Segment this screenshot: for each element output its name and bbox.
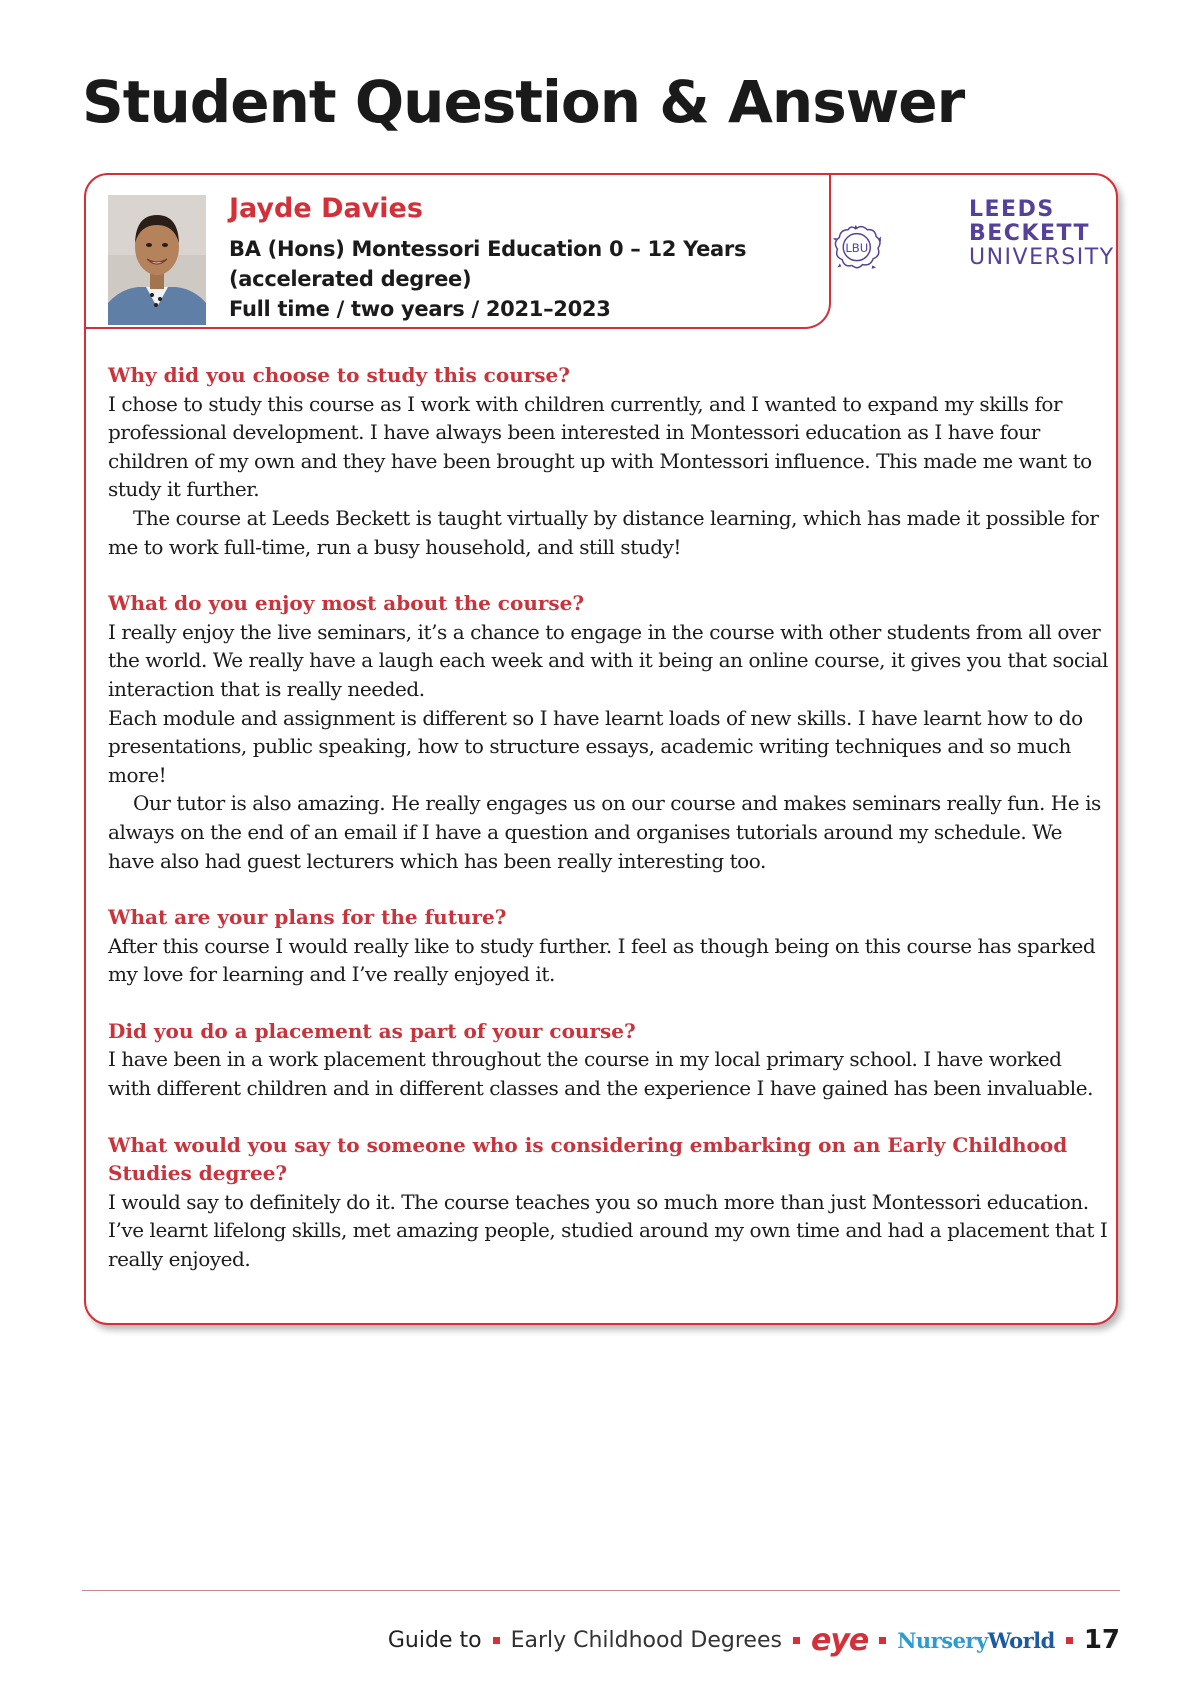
qa-content xyxy=(108,361,1108,1274)
student-name: Jayde Davies xyxy=(229,193,423,224)
nursery-world-logo xyxy=(897,1628,1055,1653)
nursery-world-part2: World xyxy=(987,1627,1055,1653)
footer-separator-icon xyxy=(1066,1637,1073,1644)
student-photo xyxy=(108,195,206,325)
question-1: Why did you choose to study this course? xyxy=(108,363,570,387)
question-3: What are your plans for the future? xyxy=(108,905,507,930)
student-portrait-icon xyxy=(108,195,206,325)
footer-guide-label: Guide to xyxy=(387,1627,482,1653)
logo-text-line3: UNIVERSITY xyxy=(969,245,1115,270)
answer-5-paragraph-1: I would say to definitely do it. The course teaches you so much more than just Montessori education. I’ve learnt lifelong skills, met amazing people, studied around my own time and had a placement that I really enjoyed. xyxy=(108,1189,1108,1272)
question-4: Did you do a placement as part of your course? xyxy=(108,1018,636,1043)
page-footer xyxy=(388,1622,1120,1658)
footer-subject: Early Childhood Degrees xyxy=(510,1627,782,1653)
footer-separator-icon xyxy=(493,1637,500,1644)
page-number: 17 xyxy=(1083,1625,1120,1655)
logo-monogram: LBU xyxy=(845,240,869,255)
logo-text-line2: BECKETT xyxy=(969,221,1091,246)
student-profile xyxy=(84,173,831,329)
footer-separator-icon xyxy=(793,1637,800,1644)
answer-2-paragraph-2: Each module and assignment is different so I have learnt loads of new skills. I have learnt how to do presentations, public speaking, how to structure essays, academic writing techniques and so much more! xyxy=(108,705,1083,787)
answer-1-paragraph-1: I chose to study this course as I work with children currently, and I wanted to expand my skills for professional development. I have always been interested in Montessori education as I have four children of my own and they have been brought up with Montessori influence. This made me want to study it further. xyxy=(108,391,1092,502)
course-degree-type: (accelerated degree) xyxy=(229,267,472,291)
answer-1-paragraph-2: The course at Leeds Beckett is taught virtually by distance learning, which has made it possible for me to work full-time, run a busy household, and still study! xyxy=(108,505,1099,559)
footer-divider xyxy=(82,1590,1120,1591)
leeds-beckett-rose-icon xyxy=(822,191,962,311)
course-mode-duration: Full time / two years / 2021–2023 xyxy=(229,297,611,321)
question-2: What do you enjoy most about the course? xyxy=(108,591,585,616)
answer-4-paragraph-1: I have been in a work placement throughout the course in my local primary school. I have worked with different children and in different classes and the experience I have gained has been invaluable. xyxy=(108,1047,1094,1101)
course-title: BA (Hons) Montessori Education 0 – 12 Years xyxy=(229,237,747,261)
eye-logo: eye xyxy=(810,1622,869,1658)
answer-3-paragraph-1: After this course I would really like to study further. I feel as though being on this course has sparked my love for learning and I’ve really enjoyed it. xyxy=(108,933,1096,987)
footer-separator-icon xyxy=(879,1637,886,1644)
question-5: What would you say to someone who is considering embarking on an Early Childhood Studies degree? xyxy=(108,1132,1068,1186)
answer-2-paragraph-3: Our tutor is also amazing. He really engages us on our course and makes seminars really fun. He is always on the end of an email if I have a question and organises tutorials around my schedule. We have also had guest lecturers which has been really interesting too. xyxy=(108,791,1101,873)
page-title: Student Question & Answer xyxy=(82,68,965,136)
nursery-world-part1: Nursery xyxy=(897,1627,988,1653)
answer-2-paragraph-1: I really enjoy the live seminars, it’s a chance to engage in the course with other students from all over the world. We really have a laugh each week and with it being an online course, it gives you that social interaction that is really needed. xyxy=(108,619,1108,701)
logo-text-line1: LEEDS xyxy=(969,197,1055,222)
